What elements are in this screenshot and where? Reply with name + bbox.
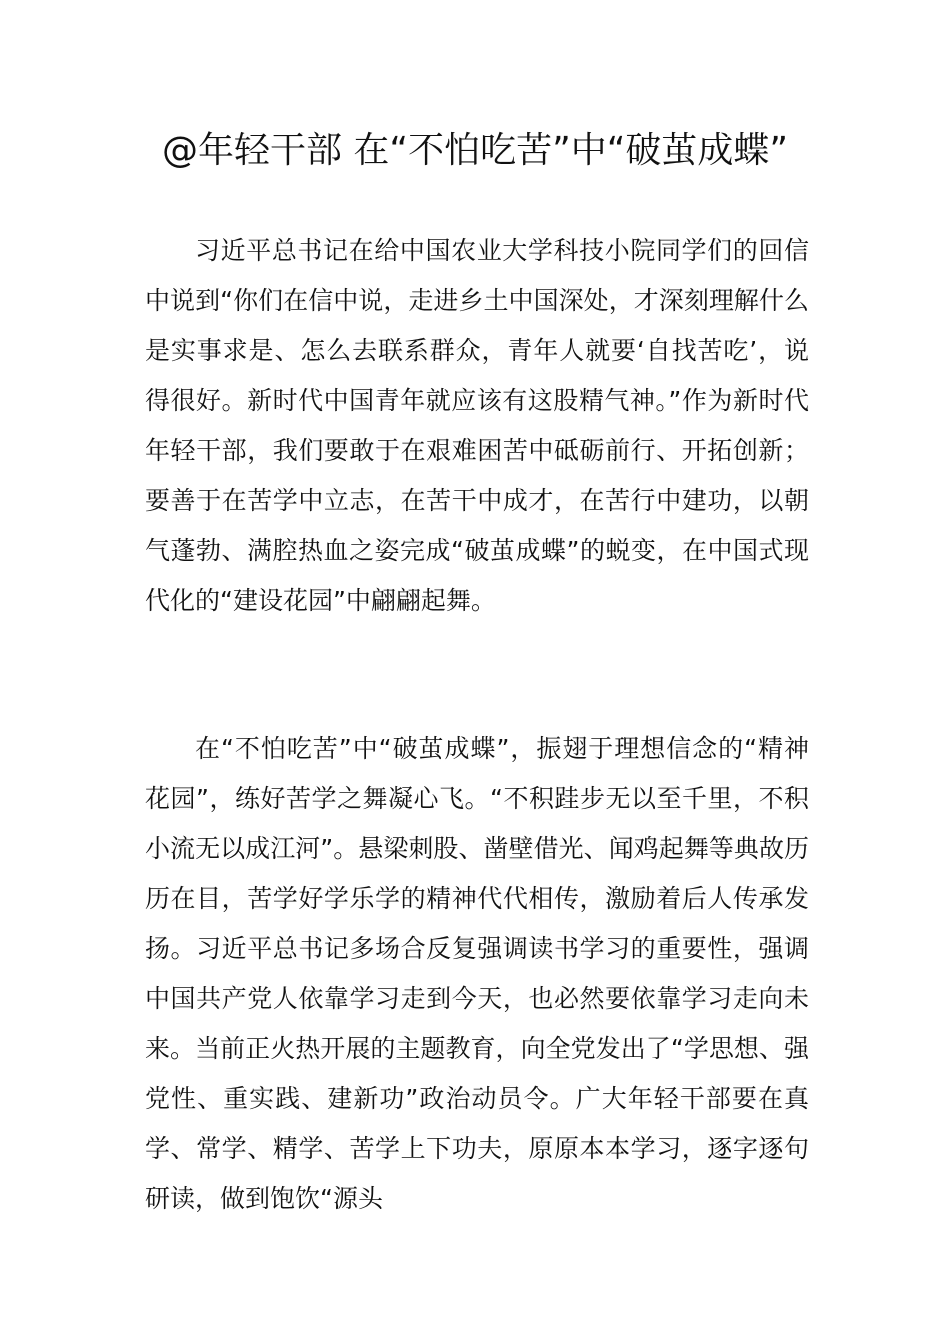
paragraph-1: 习近平总书记在给中国农业大学科技小院同学们的回信中说到“你们在信中说，走进乡土中国深处，才深刻理解什么是实事求是、怎么去联系群众，青年人就要‘自找苦吃’，说得很好。新时代中国青年就应该有这股精气神。”作为新时代年轻干部，我们要敢于在艰难困苦中砥砺前行、开拓创新；要善于在苦学中立志，在苦干中成才，在苦行中建功，以朝气蓬勃、满腔热血之姿完成“破茧成蝶”的蜕变，在中国式现代化的“建设花园”中翩翩起舞。: [145, 236, 809, 615]
paragraph-2: 在“不怕吃苦”中“破茧成蝶”，振翅于理想信念的“精神花园”，练好苦学之舞凝心飞。“不积跬步无以至千里，不积小流无以成江河”。悬梁刺股、凿壁借光、闻鸡起舞等典故历历在目，苦学好学乐学的精神代代相传，激励着后人传承发扬。习近平总书记多场合反复强调读书学习的重要性，强调中国共产党人依靠学习走到今天，也必然要依靠学习走向未来。当前正火热开展的主题教育，向全党发出了“学思想、强党性、重实践、建新功”政治动员令。广大年轻干部要在真学、常学、精学、苦学上下功夫，原原本本学习，逐字逐句研读，做到饱饮“源头: [145, 734, 809, 1213]
document-title: @年轻干部 在“不怕吃苦”中“破茧成蝶”: [161, 130, 789, 171]
